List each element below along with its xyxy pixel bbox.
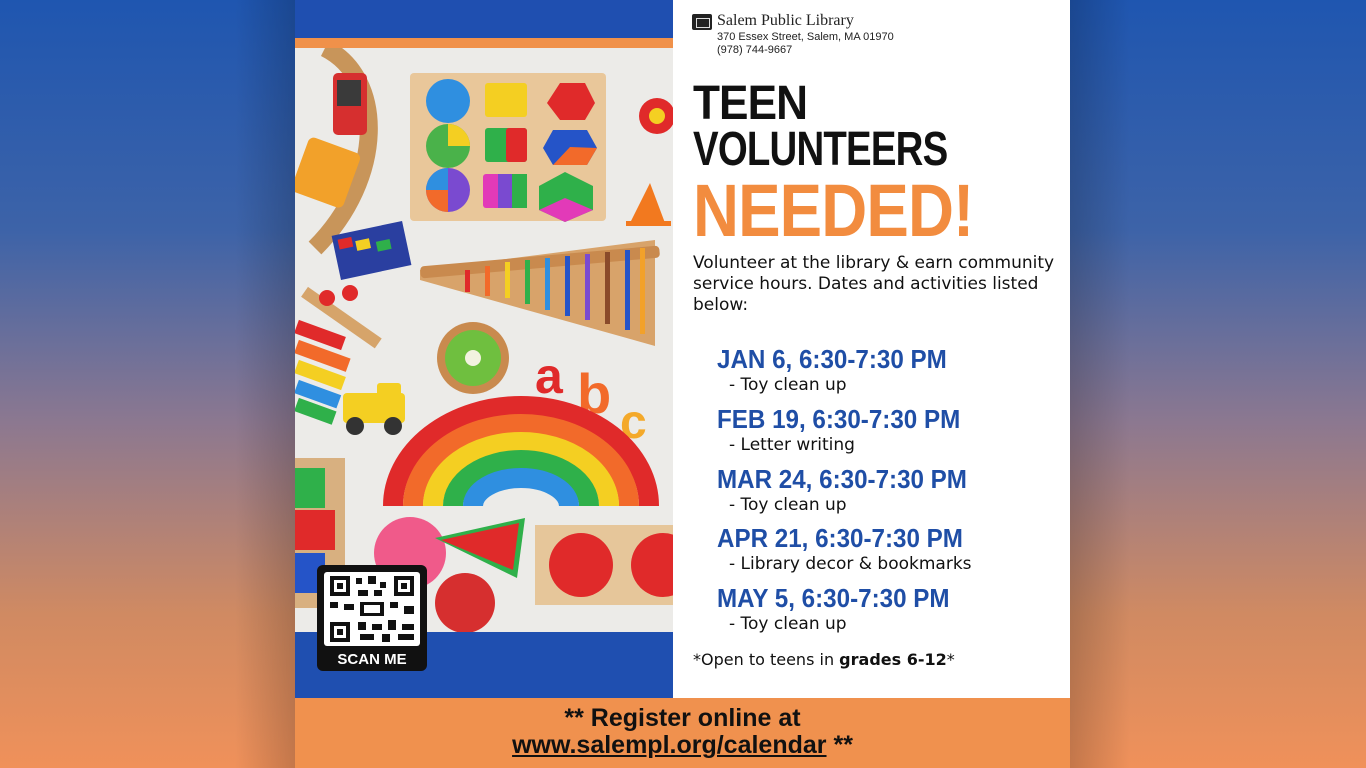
event-activity: - Toy clean up <box>729 614 847 634</box>
qr-code-box[interactable] <box>317 565 427 671</box>
headline-needed: NEEDED! <box>693 169 974 252</box>
event-date: MAR 24, 6:30-7:30 PM <box>717 464 967 494</box>
event-item <box>717 464 986 516</box>
event-item <box>717 523 981 575</box>
event-date: JAN 6, 6:30-7:30 PM <box>717 344 947 374</box>
event-date: MAY 5, 6:30-7:30 PM <box>717 583 950 613</box>
scan-me-label: SCAN ME <box>337 651 407 668</box>
library-logo-icon <box>692 14 712 30</box>
library-phone: (978) 744-9667 <box>717 44 793 56</box>
event-activity: - Toy clean up <box>729 495 847 515</box>
event-item <box>717 583 967 635</box>
eligibility-suffix: * <box>946 650 955 669</box>
eligibility-grades: grades 6-12 <box>839 650 947 669</box>
register-text: ** Register online at <box>564 704 801 732</box>
left-shadow <box>235 0 295 768</box>
orange-strip <box>295 38 673 48</box>
register-band <box>295 698 1070 768</box>
register-link-line <box>295 731 1070 760</box>
event-date: APR 21, 6:30-7:30 PM <box>717 523 963 553</box>
headline-volunteers: VOLUNTEERS <box>693 123 948 176</box>
event-activity: - Toy clean up <box>729 375 847 395</box>
svg-text:a: a <box>535 348 563 404</box>
event-item <box>717 404 979 456</box>
toys-photo <box>295 48 673 632</box>
event-item <box>717 344 964 396</box>
poster <box>295 0 1070 768</box>
library-name: Salem Public Library <box>717 12 854 29</box>
event-activity: - Letter writing <box>729 435 855 455</box>
svg-text:c: c <box>620 396 647 449</box>
register-url-link[interactable]: www.salempl.org/calendar <box>512 731 827 759</box>
qr-code-icon <box>324 572 420 646</box>
event-activity: - Library decor & bookmarks <box>729 554 972 574</box>
toys-illustration <box>295 48 673 632</box>
right-shadow <box>1070 0 1130 768</box>
photo-panel <box>295 0 673 698</box>
text-panel <box>673 0 1070 698</box>
svg-text:b: b <box>577 362 612 425</box>
intro-text: Volunteer at the library & earn community service hours. Dates and activities listed below: <box>693 253 1055 315</box>
register-suffix: ** <box>826 731 853 759</box>
library-address: 370 Essex Street, Salem, MA 01970 <box>717 31 894 43</box>
headline-teen: TEEN <box>693 77 808 130</box>
eligibility-prefix: *Open to teens in <box>693 650 840 669</box>
event-date: FEB 19, 6:30-7:30 PM <box>717 404 961 434</box>
eligibility-note <box>693 650 955 669</box>
